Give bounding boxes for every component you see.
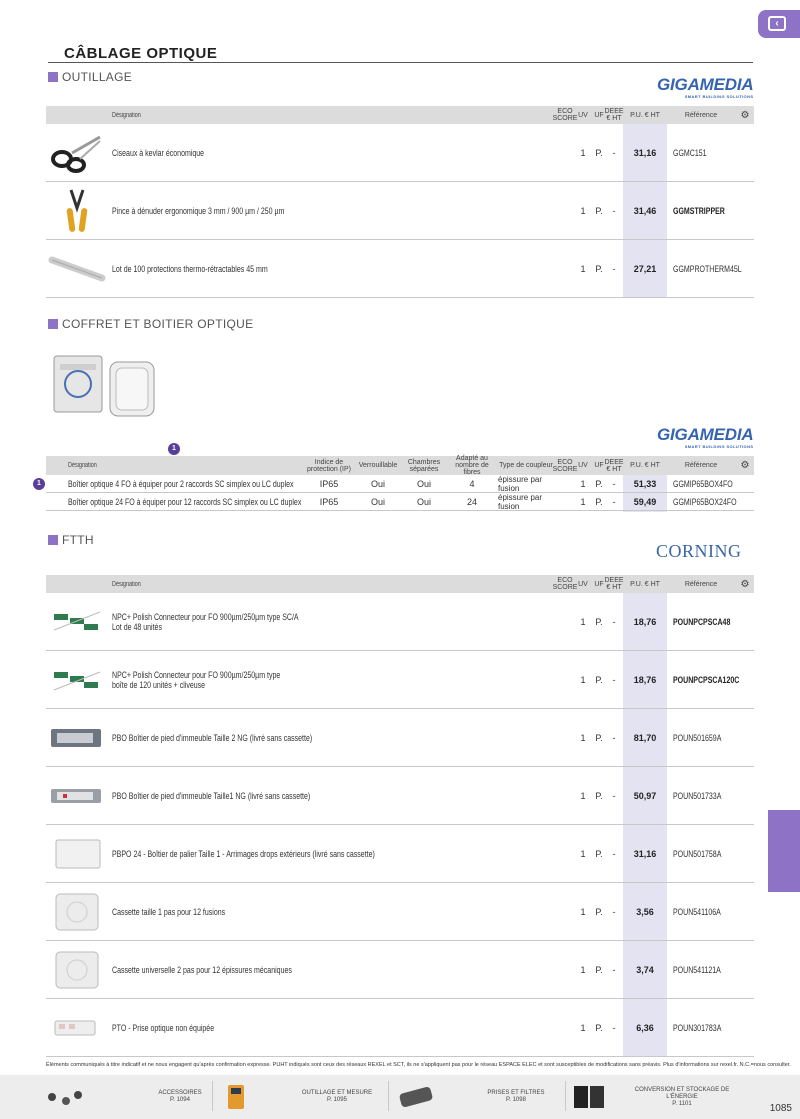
table-row: Ciseaux à kevlar économique 1 P. - 31,16 GGMC151	[46, 124, 754, 182]
heat-shrink-icon	[46, 240, 108, 297]
page-title: CÂBLAGE OPTIQUE	[64, 45, 218, 62]
table-header-ftth: Désignation ECO SCORE UV UF DEEE € HT P.U. € HT Référence ⚙	[46, 575, 754, 593]
accessories-icon	[42, 1085, 90, 1109]
product-designation: PBO Boîtier de pied d'immeuble Taille 2 NG (livré sans cassette)	[112, 732, 313, 743]
footer-link-conversion[interactable]: CONVERSION ET STOCKAGE DE L'ÉNERGIE P. 1101	[572, 1081, 742, 1113]
table-row: PBO Boîtier de pied d'immeuble Taille1 NG (livré sans cassette) 1 P. - 50,97 POUN501733A	[46, 767, 754, 825]
settings-icon[interactable]: ⚙	[740, 578, 750, 590]
section-title-coffret: COFFRET ET BOITIER OPTIQUE	[48, 317, 253, 331]
table-row: Pince à dénuder ergonomique 3 mm / 900 µm / 250 µm 1 P. - 31,46 GGMSTRIPPER	[46, 182, 754, 240]
product-thumbnail	[46, 999, 108, 1056]
stripper-icon	[46, 182, 108, 239]
product-designation: Cassette taille 1 pas pour 12 fusions	[112, 906, 226, 917]
footer-link-outillage[interactable]: OUTILLAGE ET MESURE P. 1095	[222, 1081, 382, 1113]
product-reference: GGMIP65BOX24FO	[673, 496, 737, 507]
product-reference: GGMSTRIPPER	[673, 205, 725, 216]
product-designation: NPC+ Polish Connecteur pour FO 900µm/250µm type SC/A	[112, 611, 299, 622]
product-designation-line2: Lot de 48 unités	[112, 621, 162, 632]
product-designation: Pince à dénuder ergonomique 3 mm / 900 µm / 250 µm	[112, 205, 285, 216]
product-reference: POUN541106A	[673, 906, 721, 917]
product-designation: Lot de 100 protections thermo-rétractables 45 mm	[112, 263, 268, 274]
footer-nav	[0, 1075, 800, 1119]
product-designation: PTO - Prise optique non équipée	[112, 1022, 215, 1033]
product-thumbnail	[46, 709, 108, 766]
settings-icon[interactable]: ⚙	[740, 109, 750, 121]
product-designation: Boîtier optique 4 FO à équiper pour 2 raccords SC simplex ou LC duplex	[68, 478, 294, 489]
product-reference: POUN541121A	[673, 964, 721, 975]
back-arrow-icon: ‹	[768, 16, 786, 31]
disclaimer: Éléments communiqués à titre indicatif et ne nous engagent qu'après confirmation expresse. PUHT indiqués sont ceux des réseaux REXEL et SCT, ils ne s'appliquent pas pour le réseau ESPACE ELEC et sont susceptibles de modifications sans préavis. Plus d'informations sur rexel.fr. N.C.=nous consulter.	[46, 1062, 791, 1068]
power-strip-icon	[396, 1082, 436, 1112]
table-row: Lot de 100 protections thermo-rétractables 45 mm 1 P. - 27,21 GGMPROTHERM45L	[46, 240, 754, 298]
product-designation: Cassette universelle 2 pas pour 12 épissures mécaniques	[112, 964, 292, 975]
product-thumbnail	[46, 651, 108, 708]
product-reference: POUN501758A	[673, 848, 722, 859]
table-row: Boîtier optique 24 FO à équiper pour 12 raccords SC simplex ou LC duplex IP65 Oui Oui 24 épissure par fusion 1 P. - 59,49 GGMIP65BOX24FO	[46, 493, 754, 511]
product-reference: GGMC151	[673, 147, 707, 158]
chapter-tab[interactable]	[768, 810, 800, 892]
footer-link-accessoires[interactable]: ACCESSOIRES P. 1094	[42, 1081, 230, 1113]
table-row: PBO Boîtier de pied d'immeuble Taille 2 NG (livré sans cassette) 1 P. - 81,70 POUN501659A	[46, 709, 754, 767]
product-thumbnail	[46, 883, 108, 940]
back-tab[interactable]	[758, 10, 800, 38]
title-divider	[48, 62, 753, 63]
section-title-outillage: OUTILLAGE	[48, 70, 132, 84]
table-row: Cassette taille 1 pas pour 12 fusions 1 P. - 3,56 POUN541106A	[46, 883, 754, 941]
table-row: 1 Boîtier optique 4 FO à équiper pour 2 raccords SC simplex ou LC duplex IP65 Oui Oui 4 épissure par fusion 1 P. - 51,33 GGMIP65BOX4FO	[46, 475, 754, 493]
table-row: NPC+ Polish Connecteur pour FO 900µm/250µm type SC/A Lot de 48 unités 1 P. - 18,76 POUNPCPSCA48	[46, 593, 754, 651]
table-row: PTO - Prise optique non équipée 1 P. - 6,36 POUN301783A	[46, 999, 754, 1057]
product-reference: POUNPCPSCA120C	[673, 674, 740, 685]
footer-link-prises[interactable]: PRISES ET FILTRES P. 1098	[396, 1081, 556, 1113]
product-designation: PBO Boîtier de pied d'immeuble Taille1 NG (livré sans cassette)	[112, 790, 311, 801]
gigamedia-logo-2: GIGAMEDIA SMART BUILDING SOLUTIONS	[657, 425, 754, 449]
ups-icon	[572, 1082, 608, 1112]
box-product-image	[52, 348, 160, 422]
product-thumbnail	[46, 825, 108, 882]
image-badge: 1	[168, 437, 180, 455]
product-designation-line2: boîte de 120 unités + cliveuse	[112, 679, 206, 690]
settings-icon[interactable]: ⚙	[740, 460, 750, 471]
product-designation: PBPO 24 - Boîtier de palier Taille 1 - Arrimages drops extérieurs (livré sans cassette)	[112, 848, 375, 859]
corning-logo: CORNING	[656, 541, 742, 561]
product-designation: Ciseaux à kevlar économique	[112, 147, 205, 158]
row-badge: 1	[33, 478, 45, 490]
table-row: NPC+ Polish Connecteur pour FO 900µm/250µm type boîte de 120 unités + cliveuse 1 P. - 18,76 POUNPCPSCA120C	[46, 651, 754, 709]
section-title-ftth: FTTH	[48, 533, 94, 547]
gigamedia-logo: GIGAMEDIA SMART BUILDING SOLUTIONS	[657, 75, 754, 99]
multimeter-icon	[222, 1082, 252, 1112]
product-reference: POUN301783A	[673, 1022, 722, 1033]
product-thumbnail	[46, 941, 108, 998]
product-reference: POUN501659A	[673, 732, 722, 743]
page-number: 1085	[769, 1103, 792, 1114]
table-header: Désignation ECO SCORE UV UF DEEE € HT P.U. € HT Référence ⚙	[46, 106, 754, 124]
scissors-icon	[46, 124, 108, 181]
product-reference: POUNPCPSCA48	[673, 616, 731, 627]
product-reference: POUN501733A	[673, 790, 722, 801]
table-row: Cassette universelle 2 pas pour 12 épissures mécaniques 1 P. - 3,74 POUN541121A	[46, 941, 754, 999]
table-row: PBPO 24 - Boîtier de palier Taille 1 - Arrimages drops extérieurs (livré sans cassette) 1 P. - 31,16 POUN501758A	[46, 825, 754, 883]
product-reference: GGMIP65BOX4FO	[673, 478, 733, 489]
product-thumbnail	[46, 593, 108, 650]
product-designation: NPC+ Polish Connecteur pour FO 900µm/250µm type	[112, 669, 281, 680]
product-thumbnail	[46, 767, 108, 824]
product-designation: Boîtier optique 24 FO à équiper pour 12 raccords SC simplex ou LC duplex	[68, 496, 302, 507]
table-header-coffret: Désignation Indice de protection (IP) Verrouillable Chambres séparées Adapté au nombre de fibres Type de coupleur ECO SCORE UV UF DEEE € HT P.U. € HT Référence ⚙	[46, 456, 754, 475]
product-reference: GGMPROTHERM45L	[673, 263, 742, 274]
